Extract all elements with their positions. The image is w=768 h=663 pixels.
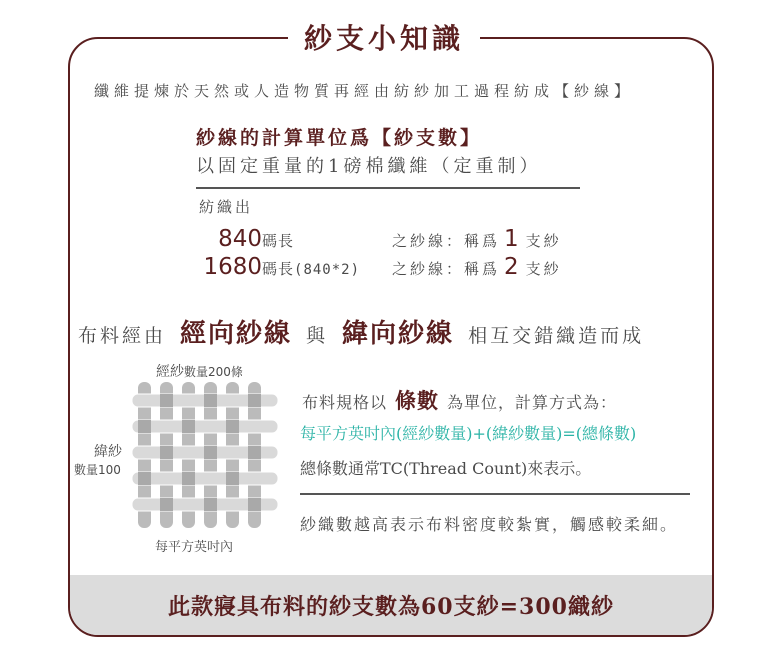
warp-count: 數量200條 — [184, 365, 243, 379]
divider — [300, 493, 690, 495]
weft-count: 數量100 — [74, 463, 121, 477]
weft-label: 緯紗 — [94, 444, 122, 460]
warp-label-text: 經紗 — [156, 364, 184, 380]
spin-out-label: 紡織出 — [199, 198, 254, 216]
weave-and: 與 — [306, 325, 329, 347]
yarn-label: 之紗線：稱爲 — [392, 232, 501, 250]
yards-unit: 碼長 — [262, 232, 295, 250]
count-suffix: 支紗 — [525, 232, 562, 250]
yarn-desc — [392, 254, 562, 280]
spec-suffix: 為單位，計算方式為： — [447, 393, 618, 412]
yards-value: 1680 — [203, 254, 262, 280]
page-title: 紗支小知識 — [288, 19, 480, 59]
area-label: 每平方英吋內 — [155, 540, 234, 555]
footer-banner — [70, 575, 712, 635]
yarn-row — [198, 254, 562, 280]
weave-prefix: 布料經由 — [78, 325, 167, 347]
count-value: 2 — [504, 254, 522, 280]
weave-diagram — [130, 380, 280, 530]
density-line: 紗織數越高表示布料密度較紮實，觸感較柔細。 — [300, 515, 679, 534]
yarn-label: 之紗線：稱爲 — [392, 260, 501, 278]
yarn-row — [198, 226, 562, 252]
warp-label — [156, 361, 243, 381]
thread-count-line: 總條數通常TC(Thread Count)來表示。 — [300, 459, 592, 478]
spec-highlight: 條數 — [395, 388, 440, 413]
formula-line: 每平方英吋內(經紗數量)+(緯紗數量)=(總條數) — [300, 424, 637, 443]
weave-line — [78, 313, 644, 350]
spec-line — [302, 385, 617, 415]
footer-text: 此款寢具布料的紗支數為60支紗=300織紗 — [168, 593, 614, 620]
spec-prefix: 布料規格以 — [302, 393, 388, 412]
yards-value: 840 — [218, 226, 262, 252]
weft-term: 緯向紗線 — [342, 319, 455, 349]
divider — [196, 187, 580, 189]
yarn-desc — [392, 226, 562, 252]
warp-term: 經向紗線 — [180, 319, 293, 349]
fixed-weight-line: 以固定重量的1磅棉纖維（定重制） — [196, 156, 542, 177]
yards-calc: (840*2) — [294, 262, 361, 278]
yards-unit: 碼長 — [262, 260, 295, 278]
count-suffix: 支紗 — [525, 260, 562, 278]
count-value: 1 — [504, 226, 522, 252]
unit-line: 紗線的計算單位爲【紗支數】 — [196, 127, 483, 149]
weave-suffix: 相互交錯織造而成 — [468, 325, 645, 347]
intro-text: 纖維提煉於天然或人造物質再經由紡紗加工過程紡成【紗線】 — [94, 82, 635, 100]
title-wrap — [0, 19, 768, 59]
